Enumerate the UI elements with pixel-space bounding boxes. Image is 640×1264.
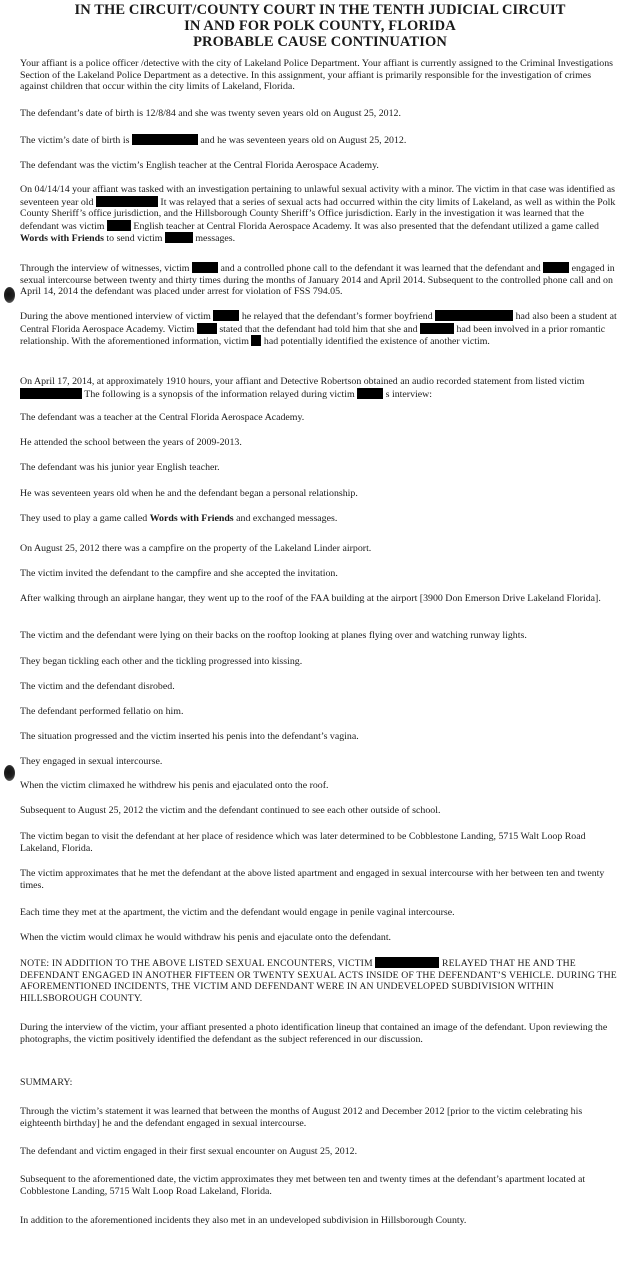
statement-line: On August 25, 2012 there was a campfire on the property of the Lakeland Linder airport. [20, 543, 372, 554]
document-header [0, 2, 640, 50]
redaction-block [132, 134, 198, 145]
summary-paragraph: Subsequent to the aforementioned date, the victim approximates they met between ten and twenty times at the defendant’s apartment located at Cobblestone Landing, 5715 Walt Loop Road Lakeland, Florida. [20, 1174, 586, 1197]
statement-line: They began tickling each other and the tickling progressed into kissing. [20, 656, 303, 667]
punch-hole [4, 765, 15, 781]
document-title: PROBABLE CAUSE CONTINUATION [193, 34, 447, 50]
redaction-block [420, 323, 454, 334]
redaction-block [165, 232, 193, 243]
statement-line: The victim began to visit the defendant at her place of residence which was later determined to be Cobblestone Landing, 5715 Walt Loop Road Lakeland, Florida. [20, 831, 586, 854]
statement-line: The defendant was a teacher at the Central Florida Aerospace Academy. [20, 412, 305, 423]
investigation-paragraph: On 04/14/14 your affiant was tasked with an investigation pertaining to unlawful sexual activity with a minor. The victim in that case was identified as seventeen year old It was relayed that a series of sexual acts had occurred within the city limits of Lakeland, as well as within the Polk County Sheriff’s office jurisdiction, and the Hillsborough County Sheriff’s Office jurisdiction. Early in the investigation it was learned that the defendant was victim English teacher at Central Florida Aerospace Academy. It was also presented that the defendant utilized a game called Words with Friends to send victim messages. [20, 184, 616, 245]
statement-line: Each time they met at the apartment, the victim and the defendant would engage in penile vaginal intercourse. [20, 907, 455, 918]
punch-hole [4, 287, 15, 303]
statement-line: After walking through an airplane hangar, they went up to the roof of the FAA building at the airport [3900 Don Emerson Drive Lakeland Florida]. [20, 593, 601, 604]
statement-line: The defendant was his junior year English teacher. [20, 462, 220, 473]
boyfriend-paragraph: During the above mentioned interview of victim he relayed that the defendant’s former boyfriend had also been a student at Central Florida Aerospace Academy. Victim stated that the defendant had told him that she and had been involved in a prior romantic relationship. With the aforementioned information, victim had potentially identified the existence of another victim. [20, 311, 617, 348]
statement-line: Subsequent to August 25, 2012 the victim and the defendant continued to see each other outside of school. [20, 805, 441, 816]
statement-line: He was seventeen years old when he and the defendant began a personal relationship. [20, 488, 358, 499]
victim-dob-line: The victim’s date of birth is and he was seventeen years old on August 25, 2012. [20, 135, 407, 146]
redaction-block [197, 323, 217, 334]
redaction-block [375, 957, 439, 968]
statement-line: When the victim climaxed he withdrew his penis and ejaculated onto the roof. [20, 780, 329, 791]
statement-line: The defendant performed fellatio on him. [20, 706, 184, 717]
statement-line: They engaged in sexual intercourse. [20, 756, 163, 767]
county-title: IN AND FOR POLK COUNTY, FLORIDA [184, 18, 456, 34]
statement-line: The victim and the defendant were lying on their backs on the rooftop looking at planes flying over and watching runway lights. [20, 630, 527, 641]
redaction-block [435, 310, 513, 321]
affiant-paragraph: Your affiant is a police officer /detective with the city of Lakeland Police Department. Your affiant is currently assigned to the Criminal Investigations Section of the Lakeland Police Department as a detective. In this assignment, your affiant is primarily responsible for the investigation of crimes against children that occur within the city limits of Lakeland, Florida. [20, 58, 613, 93]
statement-line: The victim approximates that he met the defendant at the above listed apartment and engaged in sexual intercourse with her between ten and twenty times. [20, 868, 605, 891]
statement-paragraph: On April 17, 2014, at approximately 1910 hours, your affiant and Detective Robertson obtained an audio recorded statement from listed victim The following is a synopsis of the information relayed during victim s interview: [20, 376, 585, 400]
statement-line: They used to play a game called Words with Friends and exchanged messages. [20, 513, 338, 524]
summary-paragraph: In addition to the aforementioned incidents they also met in an undeveloped subdivision in Hillsborough County. [20, 1215, 467, 1226]
statement-line: The victim invited the defendant to the campfire and she accepted the invitation. [20, 568, 338, 579]
witness-paragraph: Through the interview of witnesses, victim and a controlled phone call to the defendant it was learned that the defendant and engaged in sexual intercourse between twenty and thirty times during the months of January 2014 and April 2014. Subsequent to the controlled phone call and on April 14, 2014 the defendant was placed under arrest for violation of FSS 794.05. [20, 263, 615, 298]
summary-heading: SUMMARY: [20, 1077, 73, 1088]
statement-line: He attended the school between the years of 2009-2013. [20, 437, 242, 448]
court-title: IN THE CIRCUIT/COUNTY COURT IN THE TENTH JUDICIAL CIRCUIT [74, 2, 566, 18]
redaction-block [107, 220, 131, 231]
statement-line: The victim and the defendant disrobed. [20, 681, 175, 692]
summary-paragraph: The defendant and victim engaged in their first sexual encounter on August 25, 2012. [20, 1146, 358, 1157]
note-paragraph: NOTE: IN ADDITION TO THE ABOVE LISTED SEXUAL ENCOUNTERS, VICTIM RELAYED THAT HE AND THE DEFENDANT ENGAGED IN ANOTHER FIFTEEN OR TWENTY SEXUAL ACTS INSIDE OF THE DEFENDANT’S VEHICLE. DURING THE AFOREMENTIONED INCIDENTS, THE VICTIM AND DEFENDANT WERE IN AN UNDEVELOPED SUBDIVISION WITHIN HILLSBOROUGH COUNTY. [20, 958, 617, 1004]
teacher-line: The defendant was the victim’s English teacher at the Central Florida Aerospace Academy. [20, 160, 379, 171]
lineup-paragraph: During the interview of the victim, your affiant presented a photo identification lineup that contained an image of the defendant. Upon reviewing the photographs, the victim positively identified the defendant as the subject referenced in our discussion. [20, 1022, 608, 1045]
redaction-block [543, 262, 569, 273]
defendant-dob-line: The defendant’s date of birth is 12/8/84 and she was twenty seven years old on August 25, 2012. [20, 108, 401, 119]
redaction-block [357, 388, 383, 399]
redaction-block [251, 335, 261, 346]
redaction-block [192, 262, 218, 273]
statement-line: The situation progressed and the victim inserted his penis into the defendant’s vagina. [20, 731, 359, 742]
redaction-block [213, 310, 239, 321]
statement-line: When the victim would climax he would withdraw his penis and ejaculate onto the defendant. [20, 932, 392, 943]
redaction-block [96, 196, 158, 207]
redaction-block [20, 388, 82, 399]
summary-paragraph: Through the victim’s statement it was learned that between the months of August 2012 and December 2012 [prior to the victim celebrating his eighteenth birthday] he and the defendant engaged in sexual intercourse. [20, 1106, 583, 1129]
